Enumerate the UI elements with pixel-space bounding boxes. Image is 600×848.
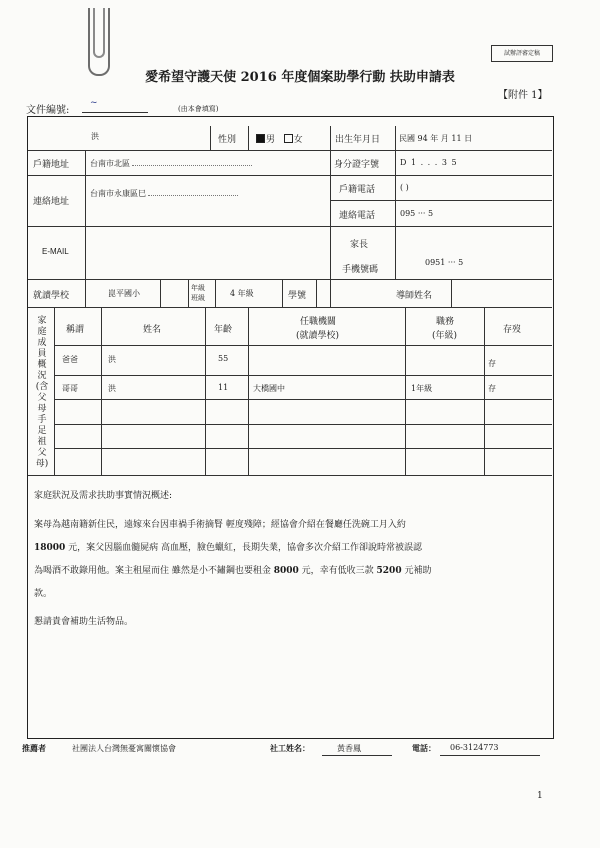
grade-label-1: 年級: [191, 284, 205, 292]
narrative-line-3: 為喝酒不敢錄用他。案主租屋而住 雖然是小不鏽鋼也要租金 8000 元，幸有低收三款 5200 元補助: [34, 566, 432, 576]
file-number-note: (由本會填寫): [178, 105, 219, 113]
col-line: [282, 279, 283, 307]
row-line: [54, 399, 552, 400]
narrative-line-2: 18000 元，案父因腦血髓屍病 高血壓，臉色蠟紅，長期失業，協會多次介紹工作卻說時常被誤認: [34, 543, 423, 553]
row-line: [54, 448, 552, 449]
row-line: [28, 175, 552, 176]
recommender-value: 社團法人台灣無憂寓關懷協會: [72, 744, 176, 753]
row-line: [28, 279, 552, 280]
home-phone-label: 戶籍電話: [339, 185, 376, 195]
contact-address-value[interactable]: 台南市永康區巳: [90, 188, 240, 199]
narrative-heading: 家庭狀況及需求扶助事實情況概述:: [34, 491, 173, 501]
social-worker-value: 黃香鳳: [337, 744, 361, 753]
row2-name: 洪: [108, 384, 116, 393]
birth-value[interactable]: 民國 94 年 月 11 日: [399, 134, 473, 143]
row-line: [54, 345, 552, 346]
col-line: [205, 307, 206, 475]
col-line: [405, 307, 406, 475]
row1-name: 洪: [108, 355, 116, 364]
form-title: 愛希望守護天使 2016 年度個案助學行動 扶助申請表: [145, 70, 455, 85]
contact-address-label: 連絡地址: [33, 197, 70, 207]
narrative-line-4: 款。: [34, 589, 53, 599]
phone-value: 06-3124773: [450, 743, 499, 752]
file-number-underline: [82, 112, 148, 113]
row-line: [28, 307, 552, 308]
col-line: [160, 279, 161, 307]
checkbox-empty-icon[interactable]: [284, 134, 293, 143]
row2-job: 大橋國中: [253, 384, 285, 393]
household-address-label: 戶籍地址: [33, 160, 70, 170]
row2-relation: 哥哥: [62, 384, 78, 393]
file-number-label: 文件編號:: [26, 105, 70, 116]
household-address-value[interactable]: 台南市北區: [90, 158, 254, 169]
header-age: 年齡: [214, 325, 233, 335]
seat-number-label: 學號: [288, 291, 307, 301]
form-frame: [27, 116, 554, 739]
col-line: [395, 126, 396, 279]
checkbox-checked-icon[interactable]: [256, 134, 265, 143]
header-job: 任職機關: [300, 317, 337, 327]
id-number-label: 身分證字號: [334, 160, 380, 170]
col-line: [188, 279, 189, 307]
col-line: [451, 279, 452, 307]
phone-label: 電話：: [412, 743, 436, 753]
gender-options[interactable]: [256, 132, 303, 145]
col-line: [210, 126, 211, 150]
col-line: [101, 307, 102, 475]
row1-alive: 存: [488, 359, 496, 368]
narrative-line-5: 懇請貴會補助生活物品。: [34, 617, 134, 627]
header-job-sub: (就讀學校): [296, 331, 340, 341]
col-line: [85, 150, 86, 307]
row-line: [28, 475, 552, 476]
grade-value[interactable]: 4 年級: [230, 289, 254, 298]
stamp-box: 試辦評審定稿: [491, 45, 553, 62]
header-alive: 存歿: [503, 325, 522, 335]
header-position: 職務: [436, 317, 455, 327]
row1-age: 55: [218, 354, 229, 363]
parent-label: 家長: [350, 240, 369, 250]
col-line: [316, 279, 317, 307]
row2-position: 1年級: [411, 384, 433, 393]
col-line: [484, 307, 485, 475]
gender-male-label: 男: [266, 135, 276, 145]
contact-phone-label: 連絡電話: [339, 211, 376, 221]
social-worker-label: 社工姓名：: [270, 743, 310, 753]
col-line: [248, 307, 249, 475]
file-number-value[interactable]: ~: [90, 98, 98, 108]
name-value[interactable]: 洪: [91, 132, 99, 141]
row-line: [28, 226, 552, 227]
family-side-label: 家庭成員概況(含父母手足祖父母): [35, 316, 49, 469]
phone-underline: [440, 755, 540, 756]
home-phone-value[interactable]: ( ): [400, 183, 409, 192]
paperclip-inner-icon: [93, 8, 105, 58]
header-relation: 稱謂: [66, 325, 85, 335]
row-line: [28, 150, 552, 151]
mobile-value[interactable]: 0951 ··· 5: [425, 258, 464, 267]
row2-alive: 存: [488, 384, 496, 393]
col-line: [215, 279, 216, 307]
gender-label: 性別: [218, 135, 237, 145]
header-name: 姓名: [143, 325, 162, 335]
col-line: [330, 126, 331, 307]
row-line: [54, 424, 552, 425]
narrative-line-1: 案母為越南籍新住民，遠嫁來台因車禍手術摘腎 輕度殘障；經協會介紹在餐廳任洗碗工月入約: [34, 520, 406, 530]
row-line: [330, 200, 552, 201]
row-line: [54, 375, 552, 376]
email-label: E-MAIL: [42, 247, 69, 256]
col-line: [54, 307, 55, 475]
recommender-label: 推薦者: [22, 743, 46, 753]
school-value[interactable]: 崑平國小: [108, 289, 140, 298]
social-worker-underline: [322, 755, 392, 756]
teacher-label: 導師姓名: [396, 291, 433, 301]
mobile-label: 手機號碼: [342, 265, 379, 275]
col-line: [248, 126, 249, 150]
birth-label: 出生年月日: [335, 135, 381, 145]
id-number-value[interactable]: D 1 . . . 3 5: [400, 158, 458, 167]
gender-female-label: 女: [293, 135, 303, 145]
header-position-sub: (年級): [432, 331, 458, 341]
row2-age: 11: [218, 383, 229, 392]
row1-relation: 爸爸: [62, 355, 78, 364]
appendix-label: 【附件 1】: [498, 90, 548, 101]
grade-label-2: 班級: [191, 294, 205, 302]
contact-phone-value[interactable]: 095 ··· 5: [400, 209, 434, 218]
page-number: 1: [537, 791, 543, 801]
school-label: 就讀學校: [33, 291, 70, 301]
